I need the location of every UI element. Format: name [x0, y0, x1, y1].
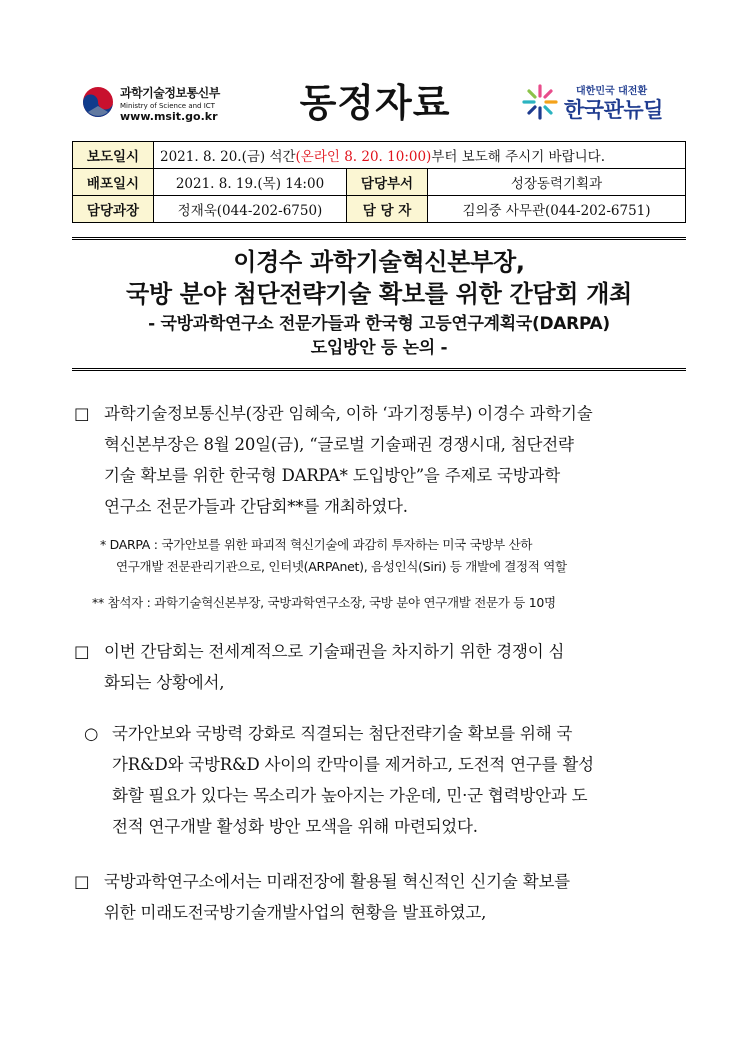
paragraph-1-line-3: 기술 확보를 위한 한국형 DARPA* 도입방안”을 주제로 국방과학 [104, 466, 560, 485]
paragraph-2-line-2: 화되는 상황에서, [104, 673, 225, 692]
release-info-table [72, 141, 686, 223]
section-chief-value: 정재욱(044-202-6750) [154, 196, 347, 223]
square-bullet-icon: □ [74, 642, 90, 661]
ministry-name-ko: 과학기술정보통신부 [120, 86, 220, 100]
paragraph-3-line-2: 가R&D와 국방R&D 사이의 칸막이를 제거하고, 도전적 연구를 활성 [112, 755, 594, 774]
release-label: 보도일시 [73, 142, 154, 169]
paragraph-3-line-1: 국가안보와 국방력 강화로 직결되는 첨단전략기술 확보를 위해 국 [112, 724, 573, 743]
department-label: 담당부서 [347, 169, 428, 196]
section-chief-label: 담당과장 [73, 196, 154, 223]
release-date: 2021. 8. 20.(금) 석간 [160, 149, 296, 165]
new-deal-spark-icon [520, 82, 560, 122]
release-note: 부터 보도해 주시기 바랍니다. [431, 149, 605, 165]
department-value: 성장동력기획과 [428, 169, 686, 196]
circle-bullet-icon: ○ [84, 724, 99, 743]
ministry-url: www.msit.go.kr [120, 110, 218, 123]
subheadline-line-1: - 국방과학연구소 전문가들과 한국형 고등연구계획국(DARPA) [148, 314, 610, 334]
paragraph-3 [84, 718, 694, 842]
officer-label: 담 당 자 [347, 196, 428, 223]
paragraph-3-line-3: 화할 필요가 있다는 목소리가 높아지는 가운데, 민·군 협력방안과 도 [112, 786, 588, 805]
footnote-darpa-line-2: 연구개발 전문관리기관으로, 인터넷(ARPAnet), 음성인식(Siri) 등 개발에 결정적 역할 [116, 559, 567, 574]
square-bullet-icon: □ [74, 872, 90, 891]
square-bullet-icon: □ [74, 404, 90, 423]
document-type-title: 동정자료 [299, 81, 451, 125]
paragraph-4 [74, 866, 694, 928]
release-online-time: (온라인 8. 20. 10:00) [295, 149, 432, 165]
distribution-label: 배포일시 [73, 169, 154, 196]
footnote-attendees: ** 참석자 : 과학기술혁신본부장, 국방과학연구소장, 국방 분야 연구개발 전문가 등 10명 [92, 595, 556, 610]
footnote-darpa [100, 534, 567, 578]
paragraph-2-line-1: 이번 간담회는 전세계적으로 기술패권을 차지하기 위한 경쟁이 심 [104, 642, 565, 661]
paragraph-4-line-2: 위한 미래도전국방기술개발사업의 현황을 발표하였고, [104, 903, 487, 922]
paragraph-3-line-4: 전적 연구개발 활성화 방안 모색을 위해 마련되었다. [112, 817, 478, 836]
headline-line-2: 국방 분야 첨단전략기술 확보를 위한 간담회 개최 [125, 280, 632, 308]
paragraph-1 [74, 398, 694, 522]
korean-new-deal-logo [520, 82, 690, 126]
headline-box [72, 237, 686, 371]
ministry-name-en: Ministry of Science and ICT [120, 102, 215, 110]
footnote-darpa-line-1: * DARPA : 국가안보를 위한 파괴적 혁신기술에 과감히 투자하는 미국 국방부 산하 [100, 537, 533, 552]
document-header [0, 0, 750, 140]
distribution-value: 2021. 8. 19.(목) 14:00 [154, 169, 347, 196]
paragraph-2 [74, 636, 694, 698]
paragraph-1-line-1: 과학기술정보통신부(장관 임혜숙, 이하 ‘과기정통부) 이경수 과학기술 [104, 404, 593, 423]
release-row [73, 142, 686, 169]
paragraph-4-line-1: 국방과학연구소에서는 미래전장에 활용될 혁신적인 신기술 확보를 [104, 872, 570, 891]
new-deal-name: 한국판뉴딜 [564, 98, 663, 122]
paragraph-1-line-4: 연구소 전문가들과 간담회**를 개최하였다. [104, 497, 408, 516]
subheadline-line-2: 도입방안 등 논의 - [310, 338, 448, 358]
release-value [154, 142, 686, 169]
new-deal-tagline: 대한민국 대전환 [576, 86, 648, 97]
contact-row [73, 196, 686, 223]
paragraph-1-line-2: 혁신본부장은 8월 20일(금), “글로벌 기술패권 경쟁시대, 첨단전략 [104, 435, 574, 454]
headline-line-1: 이경수 과학기술혁신본부장, [233, 248, 525, 276]
distribution-row [73, 169, 686, 196]
officer-value: 김의중 사무관(044-202-6751) [428, 196, 686, 223]
